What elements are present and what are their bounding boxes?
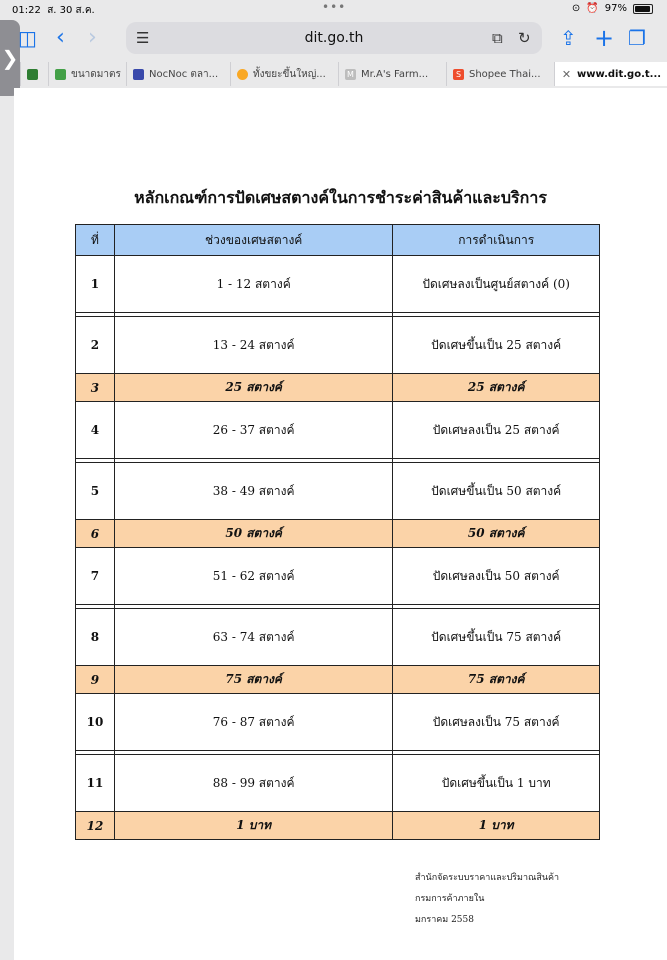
table-row	[76, 666, 600, 694]
smile-icon	[237, 69, 248, 80]
forward-icon[interactable]: ›	[88, 25, 97, 50]
m-icon: M	[345, 69, 356, 80]
table-row	[76, 463, 600, 520]
new-tab-icon[interactable]: +	[594, 24, 615, 52]
header-no: ที่	[76, 225, 115, 256]
row-number: 10	[76, 694, 115, 751]
row-range: 13 - 24 สตางค์	[114, 317, 392, 374]
document-footer	[415, 868, 559, 931]
table-row	[76, 317, 600, 374]
back-icon[interactable]: ‹	[56, 25, 65, 50]
row-number: 12	[76, 812, 115, 840]
table-row	[76, 402, 600, 459]
document-title: หลักเกณฑ์การปัดเศษสตางค์ในการชำระค่าสินค้าและบริการ	[134, 188, 547, 207]
row-range: 50 สตางค์	[114, 520, 392, 548]
row-action: 25 สตางค์	[393, 374, 600, 402]
row-action: ปัดเศษลงเป็น 25 สตางค์	[393, 402, 600, 459]
row-range: 1 บาท	[114, 812, 392, 840]
row-number: 4	[76, 402, 115, 459]
close-icon[interactable]: ✕	[561, 67, 572, 81]
shopee-icon: S	[453, 69, 464, 80]
row-range: 51 - 62 สตางค์	[114, 548, 392, 605]
reload-icon[interactable]: ↻	[518, 29, 531, 47]
row-action: 75 สตางค์	[393, 666, 600, 694]
tab-item[interactable]	[20, 62, 48, 86]
reader-icon[interactable]: ⧉	[492, 29, 503, 47]
tab-item[interactable]: S Shopee Thai...	[446, 62, 554, 86]
row-number: 1	[76, 256, 115, 313]
row-action: 50 สตางค์	[393, 520, 600, 548]
row-number: 6	[76, 520, 115, 548]
row-action: ปัดเศษขึ้นเป็น 1 บาท	[393, 755, 600, 812]
row-number: 7	[76, 548, 115, 605]
row-range: 1 - 12 สตางค์	[114, 256, 392, 313]
multitask-dots-icon[interactable]: •••	[322, 0, 347, 14]
share-icon[interactable]: ⇪	[560, 26, 577, 50]
battery-percent: 97%	[604, 3, 627, 14]
address-bar[interactable]	[126, 22, 542, 54]
nocnoc-icon	[133, 69, 144, 80]
green-doc-icon	[55, 69, 66, 80]
row-action: ปัดเศษขึ้นเป็น 75 สตางค์	[393, 609, 600, 666]
row-range: 75 สตางค์	[114, 666, 392, 694]
row-range: 76 - 87 สตางค์	[114, 694, 392, 751]
tab-item[interactable]: ทั้งขยะขึ้นใหญ่...	[230, 62, 338, 86]
page-menu-icon[interactable]: ☰	[136, 29, 150, 47]
status-bar	[0, 0, 667, 18]
alarm-icon: ⏰	[586, 3, 599, 14]
table-header-row	[76, 225, 600, 256]
table-row	[76, 812, 600, 840]
tab-item[interactable]: ขนาดมาตร	[48, 62, 126, 86]
row-range: 88 - 99 สตางค์	[114, 755, 392, 812]
table-row	[76, 256, 600, 313]
row-range: 63 - 74 สตางค์	[114, 609, 392, 666]
tab-item[interactable]: NocNoc ตลา...	[126, 62, 230, 86]
table-row	[76, 548, 600, 605]
row-action: 1 บาท	[393, 812, 600, 840]
row-action: ปัดเศษลงเป็น 75 สตางค์	[393, 694, 600, 751]
tab-item[interactable]: M Mr.A's Farm...	[338, 62, 446, 86]
row-number: 3	[76, 374, 115, 402]
table-row	[76, 520, 600, 548]
row-action: ปัดเศษลงเป็นศูนย์สตางค์ (0)	[393, 256, 600, 313]
table-row	[76, 694, 600, 751]
row-range: 25 สตางค์	[114, 374, 392, 402]
status-right	[572, 3, 653, 14]
header-action: การดำเนินการ	[393, 225, 600, 256]
table-row	[76, 609, 600, 666]
status-time: 01:22 ส. 30 ส.ค.	[12, 5, 95, 16]
page-content	[14, 88, 667, 960]
browser-toolbar	[0, 18, 667, 60]
tab-item-active[interactable]: ✕ www.dit.go.t...	[554, 62, 667, 86]
row-action: ปัดเศษขึ้นเป็น 50 สตางค์	[393, 463, 600, 520]
row-number: 11	[76, 755, 115, 812]
table-row	[76, 755, 600, 812]
table-row	[76, 374, 600, 402]
sidebar-icon[interactable]: ◫	[18, 26, 37, 50]
tab-bar	[20, 62, 667, 86]
footer-line: สำนักจัดระบบราคาและปริมาณสินค้า	[415, 873, 560, 883]
row-number: 2	[76, 317, 115, 374]
row-range: 38 - 49 สตางค์	[114, 463, 392, 520]
screen-lock-icon: ⊙	[571, 3, 581, 14]
row-number: 5	[76, 463, 115, 520]
footer-line: กรมการค้าภายใน	[415, 894, 485, 904]
green-logo-icon	[27, 69, 38, 80]
row-action: ปัดเศษลงเป็น 50 สตางค์	[393, 548, 600, 605]
battery-icon	[633, 4, 653, 14]
row-number: 9	[76, 666, 115, 694]
footer-line: มกราคม 2558	[415, 915, 474, 925]
rounding-table	[75, 224, 600, 840]
side-handle-chevron-icon[interactable]: ❯	[0, 20, 20, 96]
status-date: ส. 30 ส.ค.	[47, 5, 95, 16]
tab-overview-icon[interactable]: ❐	[628, 26, 646, 50]
header-range: ช่วงของเศษสตางค์	[114, 225, 392, 256]
row-range: 26 - 37 สตางค์	[114, 402, 392, 459]
url-text: dit.go.th	[304, 30, 364, 46]
row-number: 8	[76, 609, 115, 666]
row-action: ปัดเศษขึ้นเป็น 25 สตางค์	[393, 317, 600, 374]
